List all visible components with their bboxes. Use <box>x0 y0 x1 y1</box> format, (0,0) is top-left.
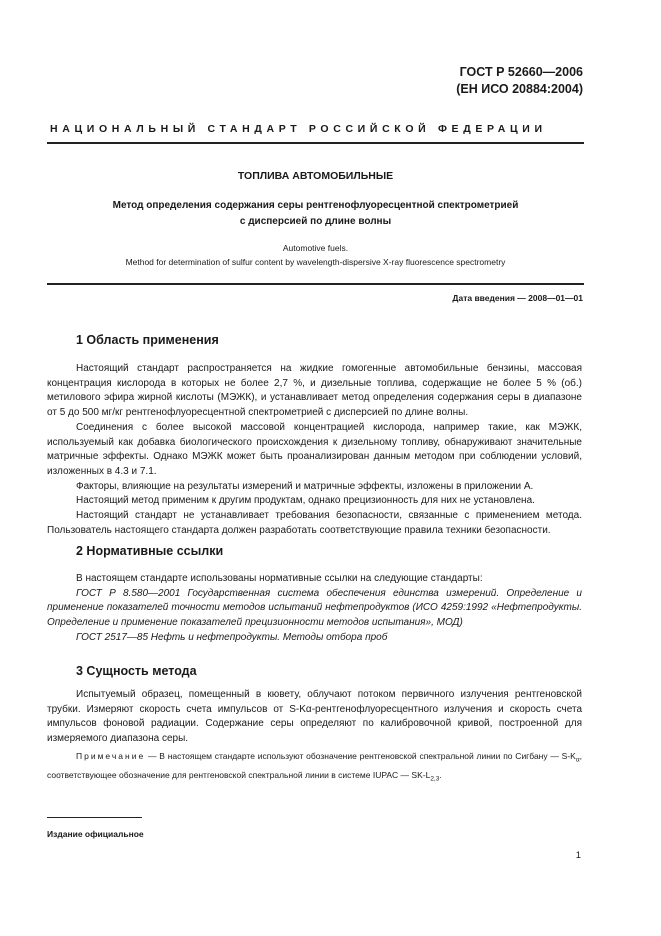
section-1-body <box>47 362 582 538</box>
paragraph <box>47 688 582 747</box>
paragraph: Соединения с более высокой массовой концентрацией кислорода, например такие, как МЭЖК, используемый как добавка биологического происхождения к дизельному топливу, обнаруживают значительные матричные эффекты. Однако МЭЖК может быть проанализирован данным методом при соблюдении условий, изложенных в 4.3 и 7.1. <box>47 421 582 477</box>
paragraph: В настоящем стандарте использованы нормативные ссылки на следующие стандарты: <box>76 573 483 584</box>
section-3-body <box>47 688 582 747</box>
header-rule <box>47 142 584 144</box>
normative-reference: ГОСТ 2517—85 Нефть и нефтепродукты. Методы отбора проб <box>76 631 388 643</box>
note-label: Примечание <box>76 751 146 761</box>
alpha-subscript: α <box>575 756 580 764</box>
text-part: -рентгенофлуоресцентного излучения и скорость счета импульсов фоновой радиации. Содержание серы определяют по калибровочной кривой, построенной для измеряемого диапазона серы. <box>47 703 583 745</box>
footer-rule <box>47 817 142 818</box>
document-title: ТОПЛИВА АВТОМОБИЛЬНЫЕ <box>237 170 394 182</box>
text-part: — В настоящем стандарте используют обозначение рентгеновской спектральной линии по Сигбану — S-K <box>145 751 576 761</box>
english-title-line-1: Automotive fuels. <box>282 243 349 253</box>
edition-label: Издание официальное <box>47 829 144 839</box>
english-title <box>47 241 584 269</box>
introduction-date: Дата введения — 2008—01—01 <box>452 293 583 303</box>
standard-number: ГОСТ Р 52660—2006 <box>459 65 583 79</box>
national-standard-banner: НАЦИОНАЛЬНЫЙ СТАНДАРТ РОССИЙСКОЙ ФЕДЕРАЦИИ <box>50 123 547 135</box>
section-1-heading: 1 Область применения <box>76 333 219 347</box>
subtitle-line-2: с дисперсией по длине волны <box>239 215 392 227</box>
paragraph: Факторы, влияющие на результаты измерений и матричные эффекты, изложены в приложении А. <box>76 480 534 492</box>
en-iso-number: (ЕН ИСО 20884:2004) <box>456 82 583 96</box>
subtitle-line-1: Метод определения содержания серы рентгенофлуоресцентной спектрометрией <box>112 200 519 211</box>
section-2-body <box>47 572 582 646</box>
section-3-heading: 3 Сущность метода <box>76 664 197 678</box>
text-part: . <box>439 770 442 781</box>
alpha-symbol: α <box>305 703 312 715</box>
text-part: , соответствующее обозначение для рентгеновской спектральной линии в системе IUPAC — SK-L <box>47 751 582 781</box>
normative-reference: ГОСТ Р 8.580—2001 Государственная система обеспечения единства измерений. Определение и применение показателей точности методов испытаний нефтепродуктов (ИСО 4259:1992 «Нефтепродукты. Определение и применение показателей прецизионности методов испытания», МОД) <box>47 587 582 629</box>
paragraph: Настоящий стандарт распространяется на жидкие гомогенные автомобильные бензины, массовая концентрация кислорода в которых не более 2,7 %, и дизельные топлива, содержащие не более 5 % (об.) метилового эфира жирной кислоты (МЭЖК), и устанавливает метод определения содержания серы в диапазоне от 5 до 500 мг/кг рентгенофлуоресцентной спектрометрией с дисперсией по длине волны. <box>47 363 582 419</box>
text-part: Испытуемый образец, помещенный в кювету, облучают потоком первичного излучения рентгеновской трубки. Измеряют скорость счета импульсов от S-K <box>47 689 582 715</box>
iupac-subscript: 2,3 <box>430 775 440 783</box>
document-subtitle <box>47 198 584 229</box>
english-title-line-2: Method for determination of sulfur content by wavelength-dispersive X-ray fluorescence spectrometry <box>125 257 506 267</box>
section-3-note <box>47 749 582 787</box>
paragraph: Настоящий метод применим к другим продуктам, однако прецизионность для них не установлена. <box>76 495 535 507</box>
page-number: 1 <box>575 850 581 861</box>
section-2-heading: 2 Нормативные ссылки <box>76 544 224 558</box>
title-rule <box>47 283 584 285</box>
paragraph: Настоящий стандарт не устанавливает требования безопасности, связанные с применением метода. Пользователь настоящего стандарта должен разработать соответствующие правила техники безопасности. <box>47 510 582 536</box>
